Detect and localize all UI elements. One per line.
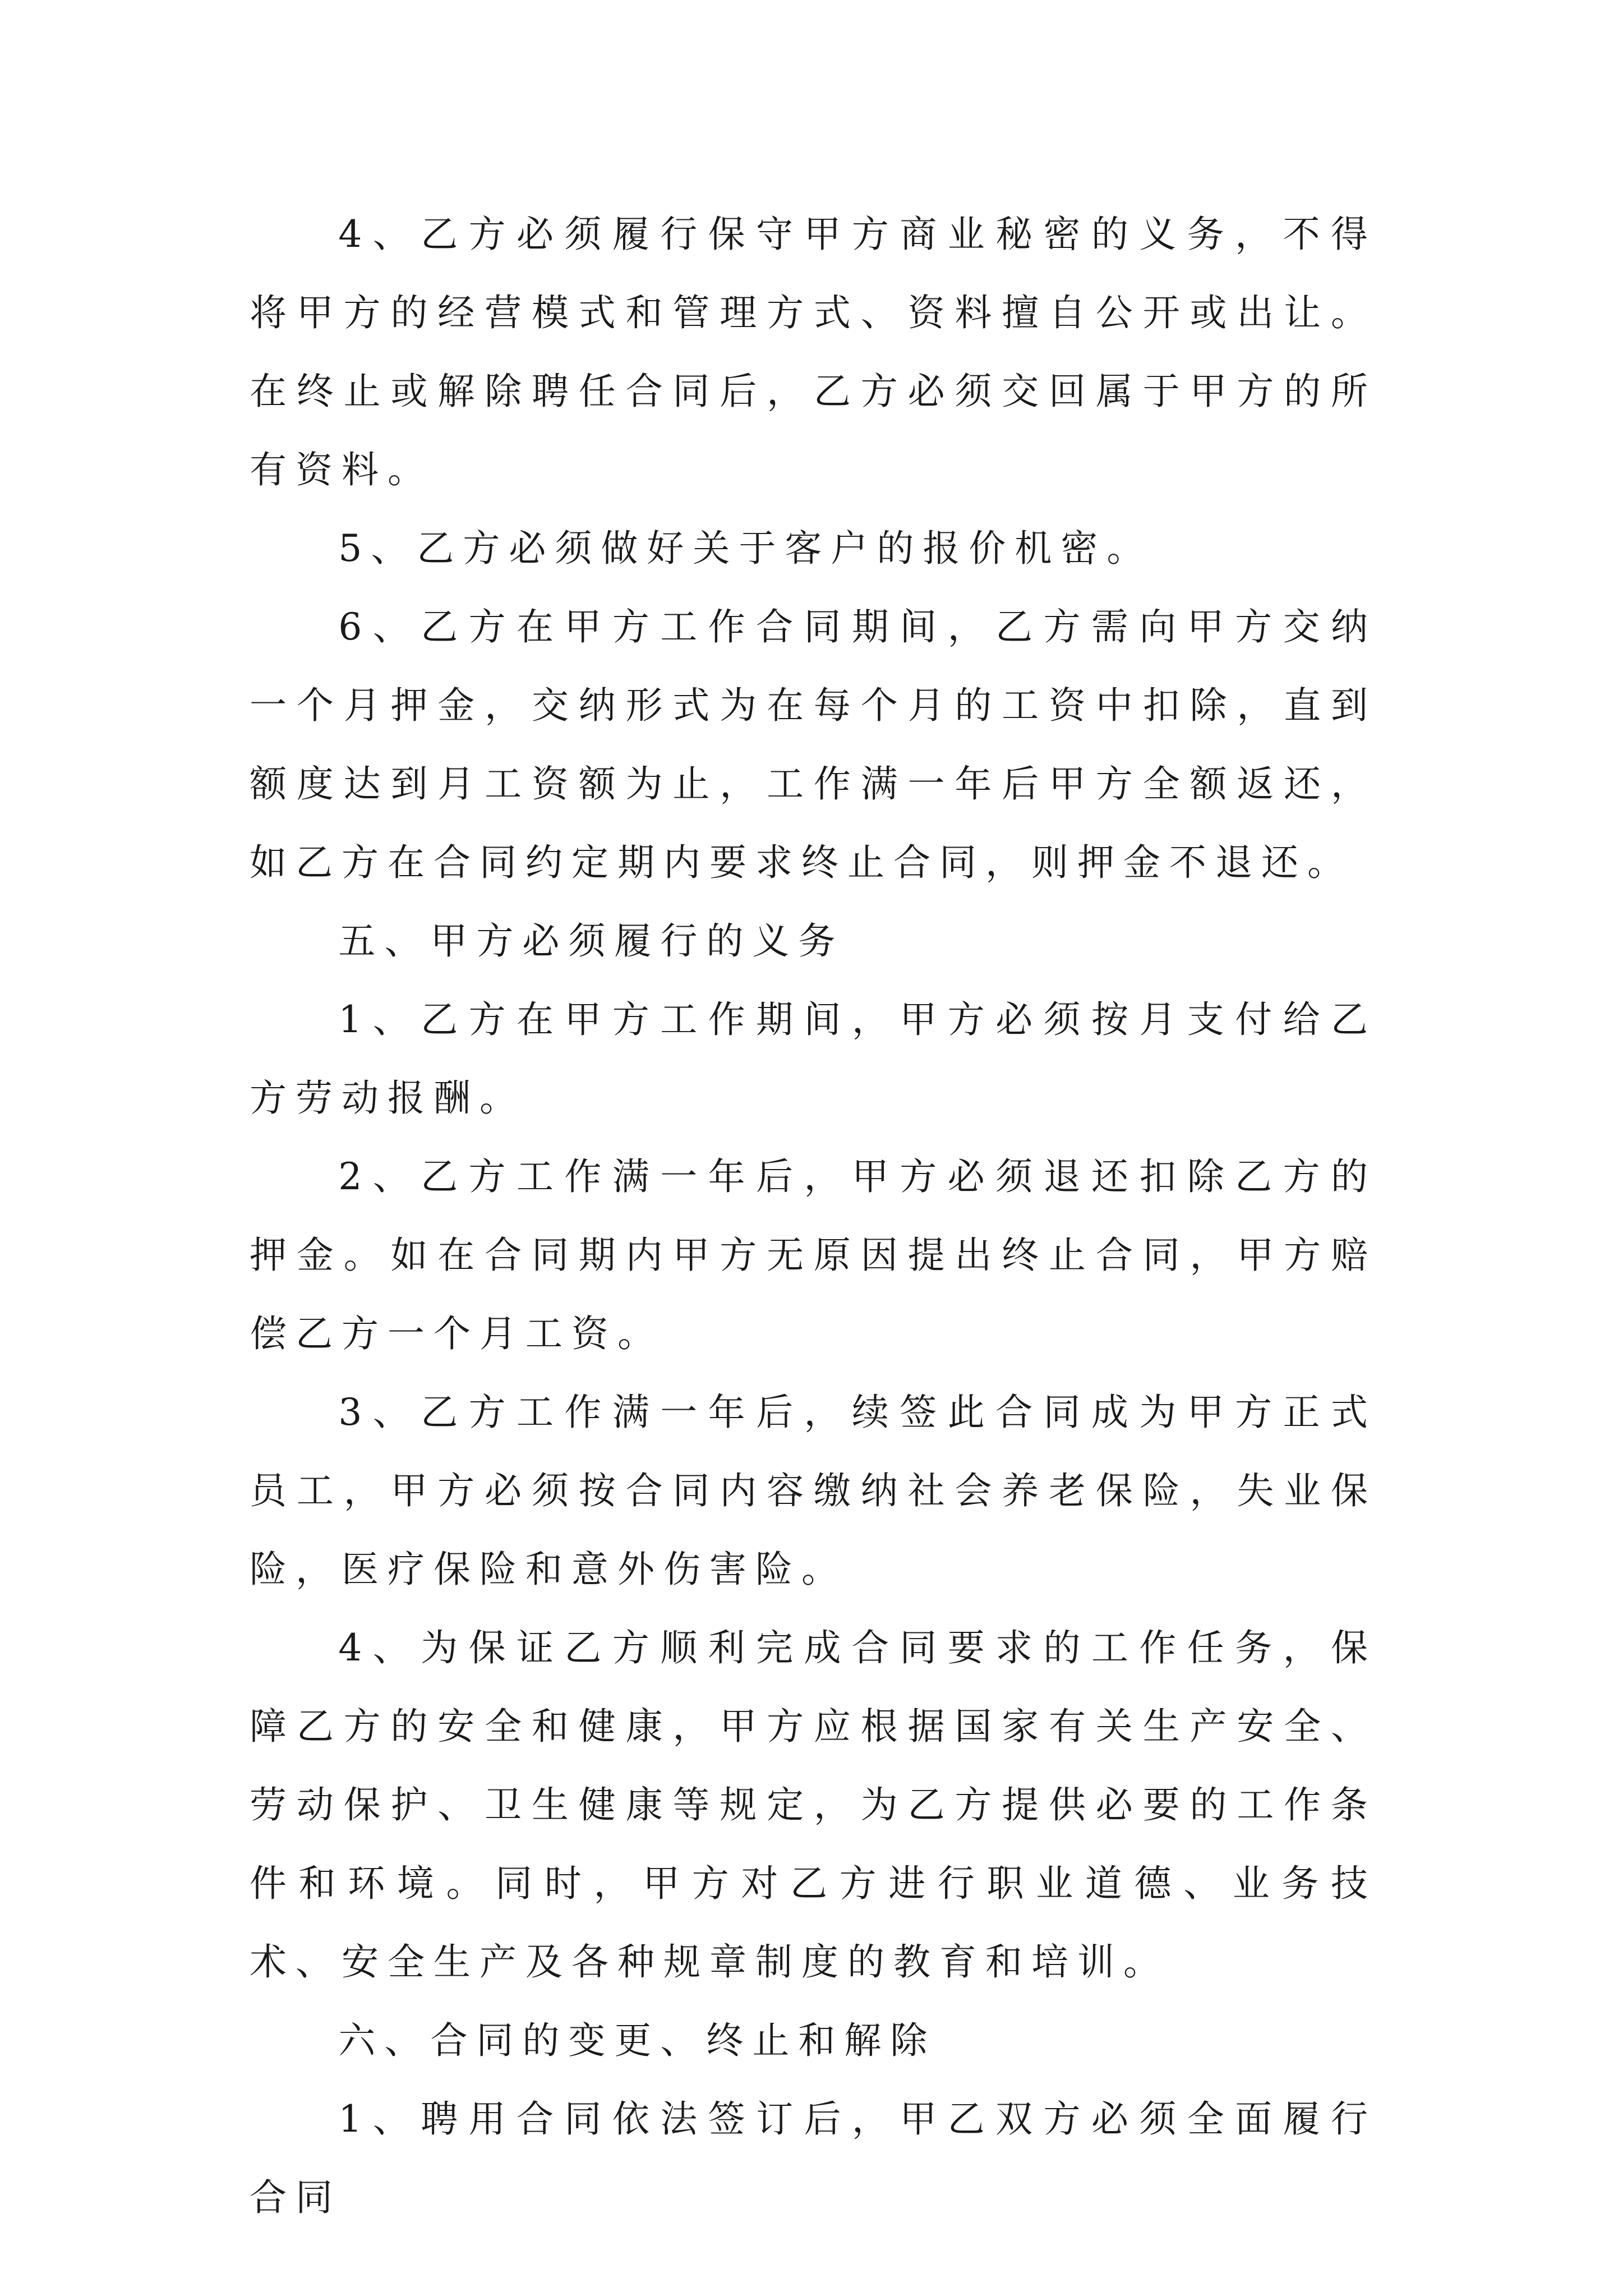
- clause-4-confidentiality: 4、乙方必须履行保守甲方商业秘密的义务，不得将甲方的经营模式和管理方式、资料擅自公开或出让。在终止或解除聘任合同后，乙方必须交回属于甲方的所有资料。: [250, 213, 1377, 491]
- section-heading-contract-changes: 六、合同的变更、终止和解除: [338, 2019, 937, 2062]
- clause-a3-insurance: 3、乙方工作满一年后，续签此合同成为甲方正式员工，甲方必须按合同内容缴纳社会养老保险，失业保险，医疗保险和意外伤害险。: [250, 1391, 1377, 1591]
- section-heading-party-a-obligations: 五、甲方必须履行的义务: [338, 919, 845, 963]
- clause-5-quote-secrecy: 5、乙方必须做好关于客户的报价机密。: [338, 527, 1153, 570]
- clause-c1-performance: 1、聘用合同依法签订后，甲乙双方必须全面履行合同: [250, 2097, 1377, 2219]
- clause-a2-deposit-refund: 2、乙方工作满一年后，甲方必须退还扣除乙方的押金。如在合同期内甲方无原因提出终止合同，甲方赔偿乙方一个月工资。: [250, 1155, 1377, 1355]
- clause-a1-remuneration: 1、乙方在甲方工作期间，甲方必须按月支付给乙方劳动报酬。: [250, 998, 1377, 1120]
- clause-6-deposit: 6、乙方在甲方工作合同期间，乙方需向甲方交纳一个月押金，交纳形式为在每个月的工资中扣除，直到额度达到月工资额为止，工作满一年后甲方全额返还，如乙方在合同约定期内要求终止合同，则押金不退还。: [250, 605, 1377, 884]
- document-body: [250, 195, 1377, 2237]
- clause-a4-safety-training: 4、为保证乙方顺利完成合同要求的工作任务，保障乙方的安全和健康，甲方应根据国家有关生产安全、劳动保护、卫生健康等规定，为乙方提供必要的工作条件和环境。同时，甲方对乙方进行职业道德、业务技术、安全生产及各种规章制度的教育和培训。: [250, 1626, 1377, 1984]
